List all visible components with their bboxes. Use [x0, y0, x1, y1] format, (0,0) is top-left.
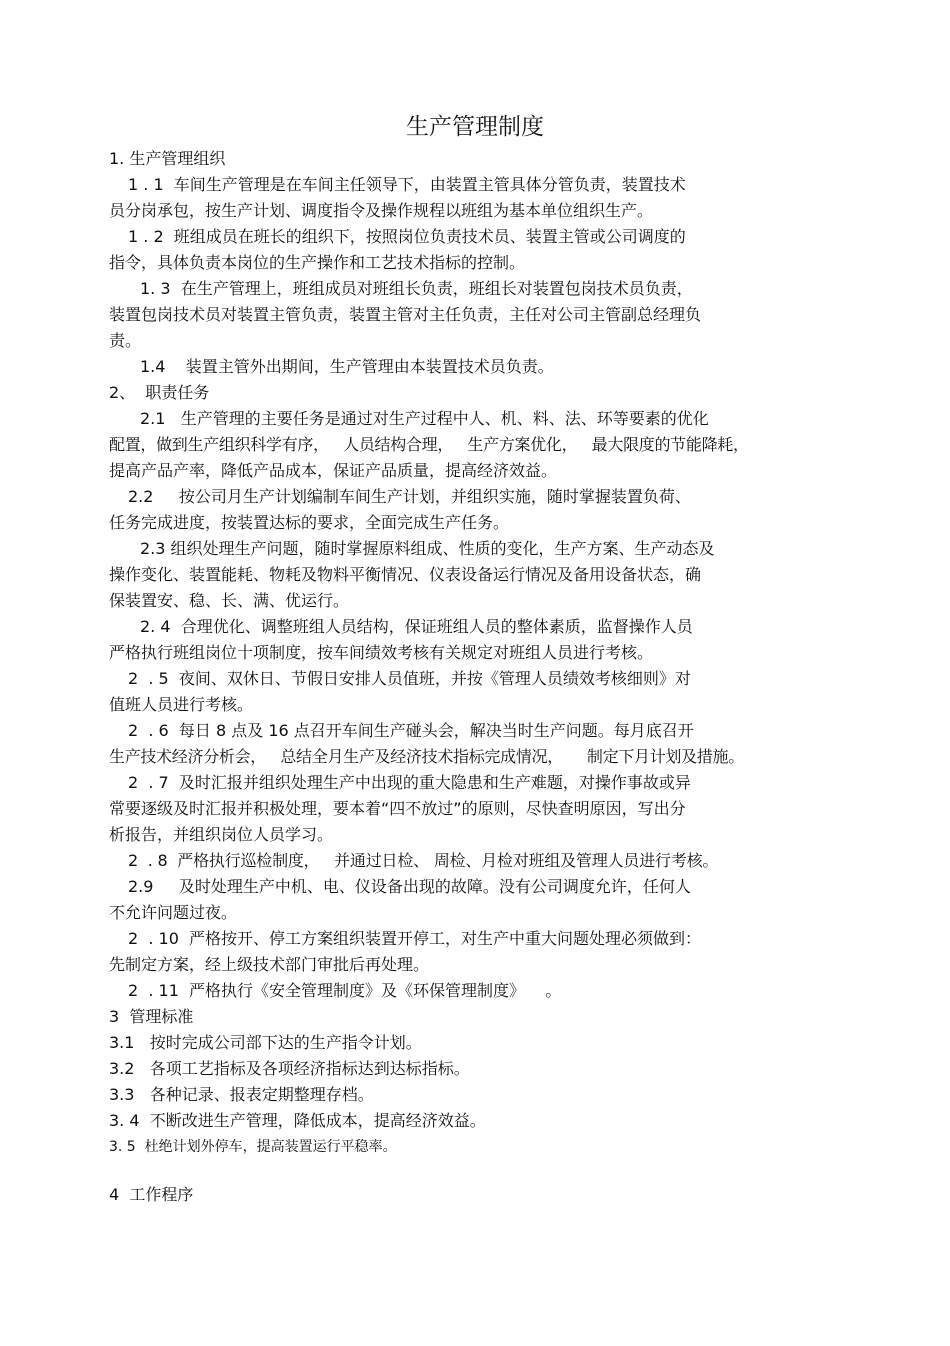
paragraph-line: 3.2 各项工艺指标及各项经济指标达到达标指标。 [109, 1059, 470, 1078]
paragraph-line: 配置，做到生产组织科学有序， 人员结构合理， 生产方案优化， 最大限度的节能降耗， [109, 435, 749, 454]
paragraph-line: 严格执行班组岗位十项制度，按车间绩效考核有关规定对班组人员进行考核。 [109, 643, 654, 662]
section-heading: 1. 生产管理组织 [109, 149, 226, 168]
paragraph-line: 2 . 11 严格执行《安全管理制度》及《环保管理制度》 。 [128, 981, 562, 1000]
paragraph-line: 2.2 按公司月生产计划编制车间生产计划，并组织实施，随时掌握装置负荷、 [128, 487, 691, 506]
paragraph-line: 常要逐级及时汇报并积极处理，要本着“四不放过”的原则，尽快查明原因，写出分 [109, 799, 686, 818]
paragraph-line: 装置包岗技术员对装置主管负责，装置主管对主任负责，主任对公司主管副总经理负 [109, 305, 702, 324]
paragraph-line: 员分岗承包，按生产计划、调度指令及操作规程以班组为基本单位组织生产。 [109, 201, 654, 220]
paragraph-line: 任务完成进度，按装置达标的要求，全面完成生产任务。 [109, 513, 510, 532]
paragraph-line: 值班人员进行考核。 [109, 695, 254, 714]
paragraph-line: 析报告，并组织岗位人员学习。 [109, 825, 334, 844]
paragraph-line: 2.1 生产管理的主要任务是通过对生产过程中人、机、料、法、环等要素的优化 [140, 409, 709, 428]
paragraph-line: 2 . 7 及时汇报并组织处理生产中出现的重大隐患和生产难题，对操作事故或异 [128, 773, 691, 792]
paragraph-line: 不允许问题过夜。 [109, 903, 238, 922]
paragraph-line: 3.3 各种记录、报表定期整理存档。 [109, 1085, 374, 1104]
paragraph-line: 2.9 及时处理生产中机、电、仪设备出现的故障。没有公司调度允许，任何人 [128, 877, 691, 896]
paragraph-line: 3. 4 不断改进生产管理，降低成本，提高经济效益。 [109, 1111, 486, 1130]
paragraph-line: 先制定方案，经上级技术部门审批后再处理。 [109, 955, 430, 974]
section-heading: 4 工作程序 [109, 1185, 194, 1204]
paragraph-line: 2 . 5 夜间、双休日、节假日安排人员值班，并按《管理人员绩效考核细则》对 [128, 669, 691, 688]
paragraph-line: 生产技术经济分析会， 总结全月生产及经济技术指标完成情况， 制定下月计划及措施。 [109, 747, 744, 766]
paragraph-line: 1.4 装置主管外出期间，生产管理由本装置技术员负责。 [140, 357, 554, 376]
paragraph-line: 提高产品产率，降低产品成本，保证产品质量，提高经济效益。 [109, 461, 558, 480]
section-heading: 3 管理标准 [109, 1007, 194, 1026]
paragraph-line: 2.3 组织处理生产问题，随时掌握原料组成、性质的变化，生产方案、生产动态及 [140, 539, 715, 558]
page-title: 生产管理制度 [406, 114, 544, 140]
paragraph-line: 2 . 8 严格执行巡检制度， 并通过日检、 周检、月检对班组及管理人员进行考核。 [128, 851, 719, 870]
paragraph-line: 责。 [109, 331, 142, 350]
paragraph-line: 1 . 1 车间生产管理是在车间主任领导下，由装置主管具体分管负责，装置技术 [128, 175, 686, 194]
paragraph-line: 3. 5 杜绝计划外停车，提高装置运行平稳率。 [109, 1139, 397, 1155]
paragraph-line: 1 . 2 班组成员在班长的组织下，按照岗位负责技术员、装置主管或公司调度的 [128, 227, 686, 246]
paragraph-line: 2. 4 合理优化、调整班组人员结构，保证班组人员的整体素质，监督操作人员 [140, 617, 693, 636]
paragraph-line: 2 . 6 每日 8 点及 16 点召开车间生产碰头会，解决当时生产问题。每月底召开 [128, 721, 694, 740]
section-heading: 2、 职责任务 [109, 383, 210, 402]
paragraph-line: 2 . 10 严格按开、停工方案组织装置开停工，对生产中重大问题处理必须做到： [128, 929, 702, 948]
paragraph-line: 1. 3 在生产管理上，班组成员对班组长负责，班组长对装置包岗技术员负责， [140, 279, 693, 298]
paragraph-line: 指令，具体负责本岗位的生产操作和工艺技术指标的控制。 [109, 253, 526, 272]
paragraph-line: 保装置安、稳、长、满、优运行。 [109, 591, 350, 610]
paragraph-line: 操作变化、装置能耗、物耗及物料平衡情况、仪表设备运行情况及备用设备状态，确 [109, 565, 702, 584]
paragraph-line: 3.1 按时完成公司部下达的生产指令计划。 [109, 1033, 422, 1052]
